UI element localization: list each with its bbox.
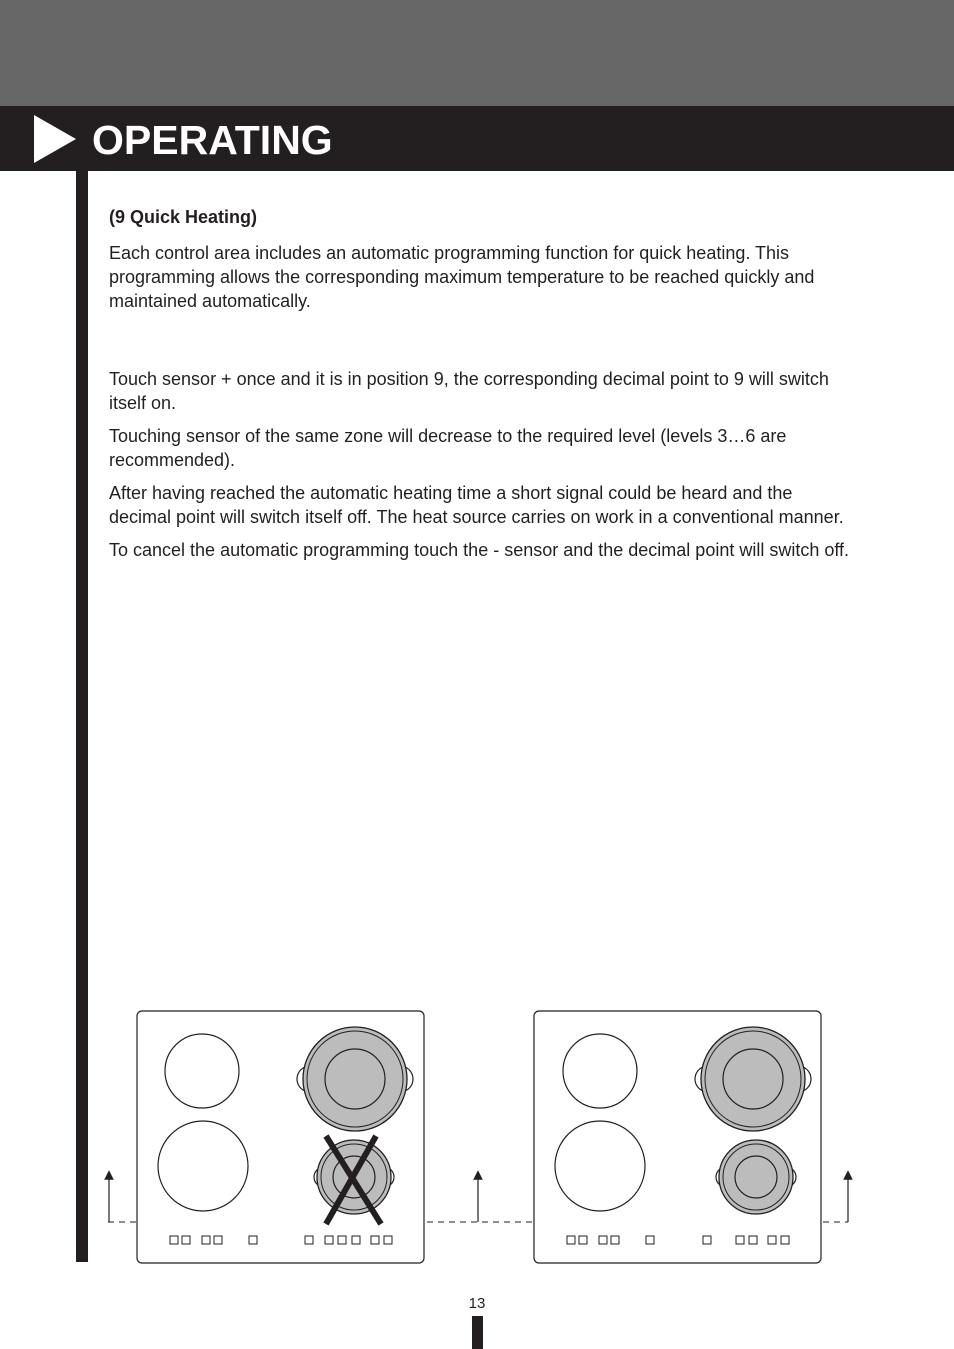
step-paragraph: To cancel the automatic programming touch the - sensor and the decimal point will switch off. [109, 540, 850, 560]
page-number: 13 [468, 1295, 486, 1312]
intro-paragraph: Each control area includes an automatic programming function for quick heating. This programming allows the corresponding maximum temperature to be reached quickly and maintained automatically. [109, 243, 815, 311]
footer-tab [472, 1316, 483, 1349]
hob-left [137, 1011, 424, 1263]
content [109, 205, 859, 571]
step-paragraph: After having reached the automatic heating time a short signal could be heard and the decimal point will switch itself off. The heat source carries on work in a conventional manner. [109, 483, 844, 527]
side-rule [76, 171, 88, 1262]
hob-diagram [100, 1005, 860, 1275]
play-arrow-icon [34, 115, 76, 163]
step-paragraph: Touching sensor of the same zone will decrease to the required level (levels 3…6 are recommended). [109, 426, 787, 470]
title-bar [0, 106, 954, 171]
step-paragraph: Touch sensor + once and it is in position 9, the corresponding decimal point to 9 will switch itself on. [109, 369, 829, 413]
section-heading: (9 Quick Heating) [109, 207, 258, 227]
hob-right [534, 1011, 821, 1263]
header-band [0, 0, 954, 106]
page-title: OPERATING [92, 117, 333, 163]
